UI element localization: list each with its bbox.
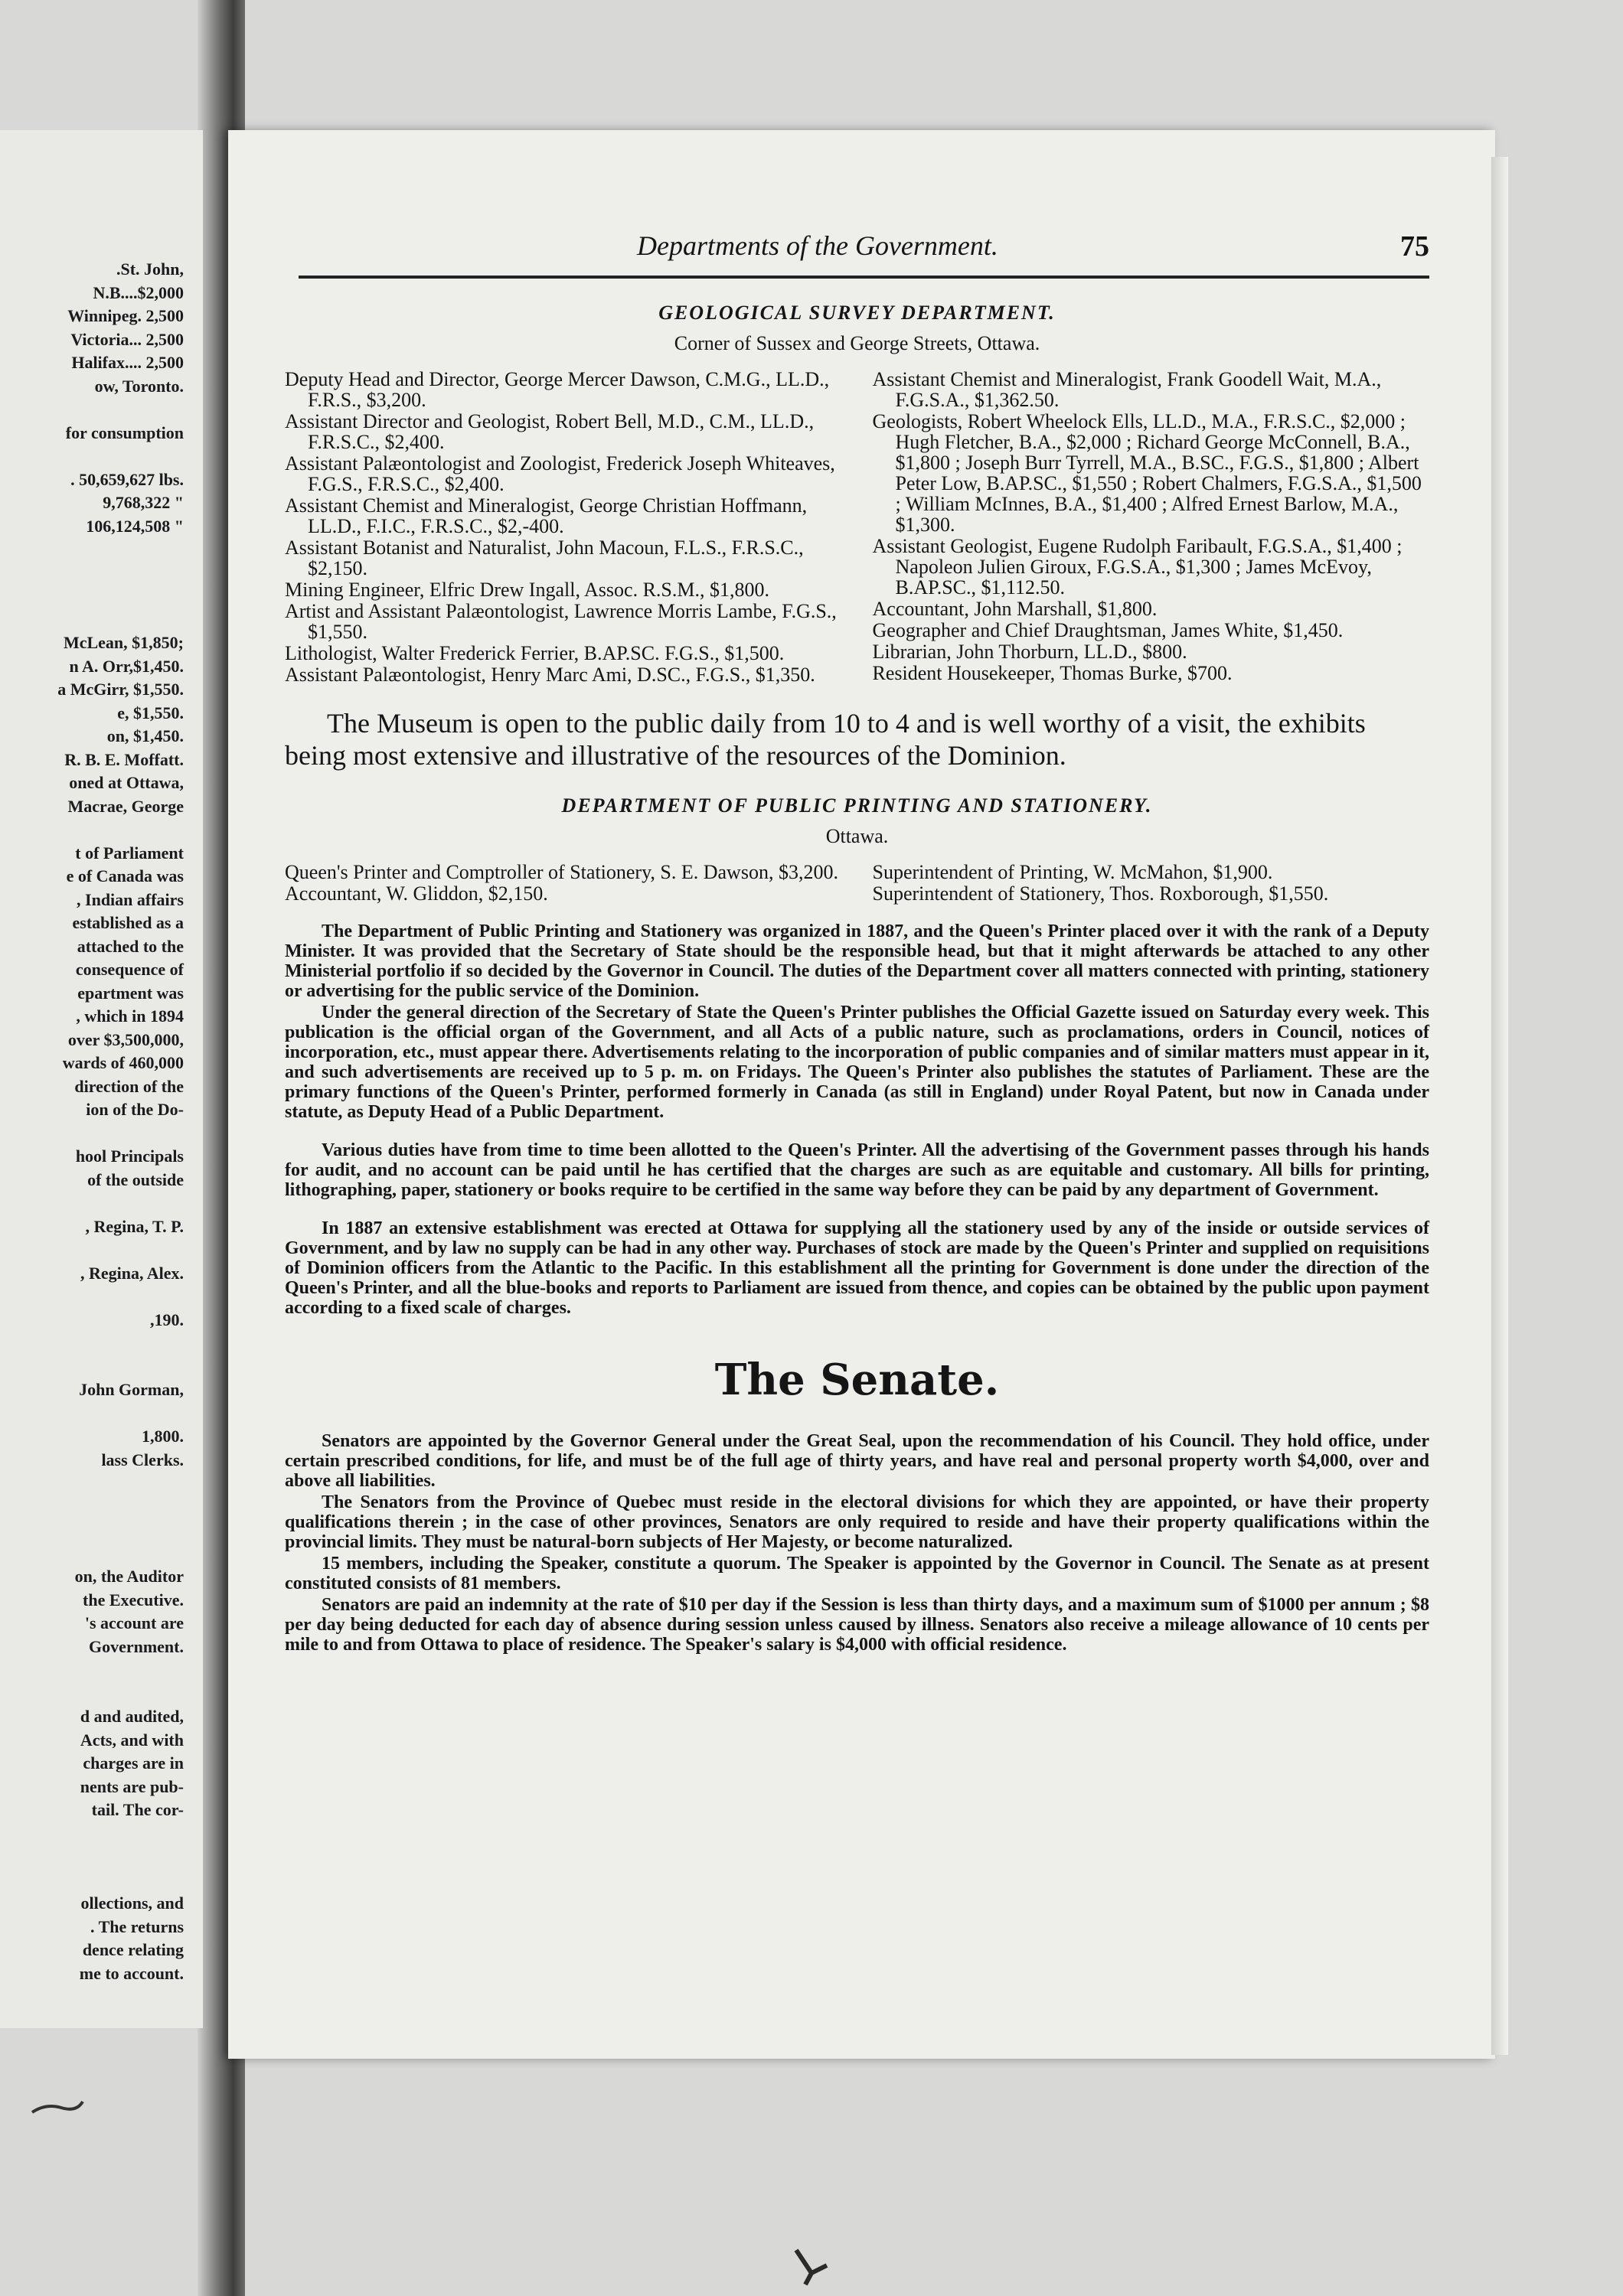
geological-staff-left xyxy=(285,369,842,686)
staff-entry: Superintendent of Printing, W. McMahon, $1,900. xyxy=(872,861,1273,883)
staff-entry: Superintendent of Stationery, Thos. Roxborough, $1,550. xyxy=(872,882,1329,905)
left-page-line: e of Canada was xyxy=(66,866,184,885)
printing-paragraph: The Department of Public Printing and Stationery was organized in 1887, and the Queen's Printer placed over it with the rank of a Deputy Minister. It was provided that the Secretary of State should be the responsible head, but that it might afterwards be attached to any other Ministerial portfolio if so decided by the Governor in Council. The duties of the Department cover all matters connected with printing, stationery or advertising for the public service of the Dominion. xyxy=(285,921,1429,1001)
printing-paragraph: Various duties have from time to time been allotted to the Queen's Printer. All the advertising of the Government passes through his hands for audit, and no account can be paid until he has certified that the charges are such as are equitable and customary. All bills for printing, lithographing, paper, stationery or books require to be certified in the same way before they can be paid by any department of Government. xyxy=(285,1140,1429,1200)
staff-entry: Resident Housekeeper, Thomas Burke, $700. xyxy=(872,662,1233,684)
left-page-line: , Indian affairs xyxy=(77,889,184,909)
senate-paragraph: The Senators from the Province of Quebec must reside in the electoral divisions for which they are appointed, or have their property qualifications therein ; in the case of other provinces, Senators are only required to reside and have their property qualifications within the provincial limits. They must be natural-born subjects of Her Majesty, or become naturalized. xyxy=(285,1492,1429,1552)
left-page-line: lass Clerks. xyxy=(101,1450,184,1469)
senate-paragraph: Senators are paid an indemnity at the rate of $10 per day if the Session is less than thirty days, and a maximum sum of $1000 per annum ; $8 per day being deducted for each day of absence during session unless caused by illness. Senators also receive a mileage allowance of 10 cents per mile to and from Ottawa to place of residence. The Speaker's salary is $4,000 with official residence. xyxy=(285,1595,1429,1655)
printing-title: DEPARTMENT OF PUBLIC PRINTING AND STATIONERY. xyxy=(561,794,1153,817)
printing-paragraph: In 1887 an extensive establishment was erected at Ottawa for supplying all the stationery used by any of the inside or outside services of Government, and by law no supply can be had in any other way. Purchases of stock are made by the Queen's Printer and supplied on requisitions of Dominion officers from the Atlantic to the Pacific. In this establishment all the printing for Government is done under the direction of the Queen's Printer, and all the blue-books and reports to Parliament are issued from thence, and copies can be obtained by the public upon payment according to a fixed scale of charges. xyxy=(285,1218,1429,1318)
staff-entry: Geographer and Chief Draughtsman, James White, $1,450. xyxy=(872,619,1344,641)
left-page-line: hool Principals xyxy=(75,1146,184,1166)
left-page-line: the Executive. xyxy=(83,1590,184,1609)
staff-entry: Librarian, John Thorburn, LL.D., $800. xyxy=(872,641,1187,663)
left-page-line: R. B. E. Moffatt. xyxy=(64,749,184,769)
printing-staff-right xyxy=(873,862,1430,905)
left-page-line: ollections, and xyxy=(80,1893,184,1913)
left-page-line: Macrae, George xyxy=(67,796,184,816)
left-page-line: Winnipeg. 2,500 xyxy=(67,306,184,325)
left-page-line: over $3,500,000, xyxy=(67,1029,184,1049)
staff-entry: Assistant Palæontologist, Henry Marc Ami, D.SC., F.G.S., $1,350. xyxy=(285,664,815,686)
geological-title: GEOLOGICAL SURVEY DEPARTMENT. xyxy=(658,302,1056,324)
staff-entry: Geologists, Robert Wheelock Ells, LL.D., M.A., F.R.S.C., $2,000 ; Hugh Fletcher, B.A., $2,000 ; Richard George McConnell, B.A., $1,800 ; Joseph Burr Tyrrell, M.A., B.SC., F.G.S., $1,800 ; Albert Peter Low, B.AP.SC., $1,550 ; Robert Chalmers, F.G.S.A., $1,500 ; William McInnes, B.A., $1,400 ; Alfred Ernest Barlow, M.A., $1,300. xyxy=(872,410,1422,536)
spacer xyxy=(285,905,1429,920)
left-page-line: n A. Orr,$1,450. xyxy=(69,656,184,676)
staff-entry: Deputy Head and Director, George Mercer Dawson, C.M.G., LL.D., F.R.S., $3,200. xyxy=(285,368,830,411)
staff-entry: Accountant, W. Gliddon, $2,150. xyxy=(285,882,548,905)
left-page-line: 1,800. xyxy=(142,1427,184,1446)
staff-entry: Artist and Assistant Palæontologist, Lawrence Morris Lambe, F.G.S., $1,550. xyxy=(285,600,837,643)
left-page-line: on, the Auditor xyxy=(74,1567,184,1586)
left-page-line: consequence of xyxy=(75,960,184,979)
printing-paragraph: Under the general direction of the Secretary of State the Queen's Printer publishes the Official Gazette issued on Saturday every week. This publication is the official organ of the Government, and all Acts of a public nature, such as proclamations, orders in Council, notices of incorporation, etc., must appear there. Advertisements relating to the incorporation of public companies and of similar matters must appear in it, and such advertisements are received up to 5 p. m. on Fridays. The Queen's Printer also publishes the statutes of Parliament. These are the primary functions of the Queen's Printer, performed formerly in Canada (as still in England) under Royal Patent, but now in Canada under statute, as Deputy Head of a Public Department. xyxy=(285,1003,1429,1122)
left-page-line: 106,124,508 " xyxy=(86,516,184,536)
header-rule xyxy=(299,276,1429,279)
senate-paragraph: 15 members, including the Speaker, constitute a quorum. The Speaker is appointed by the Governor in Council. The Senate as at present constituted consists of 81 members. xyxy=(285,1554,1429,1593)
geological-staff xyxy=(285,369,1429,686)
left-page-line: ow, Toronto. xyxy=(94,376,184,396)
left-page-line: direction of the xyxy=(74,1076,184,1096)
left-page-line: John Gorman, xyxy=(79,1380,184,1399)
left-page-line: oned at Ottawa, xyxy=(69,773,184,792)
left-page-line: nents are pub- xyxy=(80,1776,184,1796)
spacer xyxy=(285,1124,1429,1139)
staff-entry: Assistant Chemist and Mineralogist, Frank Goodell Wait, M.A., F.G.S.A., $1,362.50. xyxy=(872,368,1382,411)
left-page-line: t of Parliament xyxy=(75,843,184,863)
left-page-line: , Regina, T. P. xyxy=(85,1216,184,1236)
left-page-line: Government. xyxy=(88,1636,184,1656)
staff-entry: Queen's Printer and Comptroller of Stationery, S. E. Dawson, $3,200. xyxy=(285,861,838,883)
senate-paragraph: Senators are appointed by the Governor General under the Great Seal, upon the recommendation of his Council. They hold office, under certain prescribed conditions, for life, and must be of the full age of thirty years, and have real and personal property worth $4,000, over and above all liabilities. xyxy=(285,1431,1429,1491)
left-page-line: .St. John, xyxy=(116,259,184,279)
left-page-fragment xyxy=(0,130,203,2028)
geological-address: Corner of Sussex and George Streets, Ottawa. xyxy=(674,332,1040,354)
staff-entry: Assistant Director and Geologist, Robert Bell, M.D., C.M., LL.D., F.R.S.C., $2,400. xyxy=(285,410,815,453)
left-page-line: , which in 1894 xyxy=(76,1006,184,1026)
left-page-line: of the outside xyxy=(87,1169,184,1189)
scan-mark xyxy=(789,2242,834,2288)
senate-title: The Senate. xyxy=(714,1355,1000,1405)
staff-entry: Lithologist, Walter Frederick Ferrier, B.AP.SC. F.G.S., $1,500. xyxy=(285,642,785,664)
left-page-line: established as a xyxy=(72,913,184,932)
left-page-line: for consumption xyxy=(65,422,184,442)
staff-entry: Assistant Palæontologist and Zoologist, Frederick Joseph Whiteaves, F.G.S., F.R.S.C., $2,400. xyxy=(285,452,835,495)
left-page-line: Acts, and with xyxy=(80,1730,184,1750)
left-page-line: N.B....$2,000 xyxy=(93,282,184,302)
staff-entry: Assistant Chemist and Mineralogist, George Christian Hoffmann, LL.D., F.I.C., F.R.S.C., $2,-400. xyxy=(285,494,808,537)
museum-notice: The Museum is open to the public daily from 10 to 4 and is well worthy of a visit, the exhibits being most extensive and illustrative of the resources of the Dominion. xyxy=(285,708,1366,771)
left-page-line: tail. The cor- xyxy=(91,1800,184,1819)
left-page-line: dence relating xyxy=(82,1940,184,1959)
left-page-line: , Regina, Alex. xyxy=(80,1263,184,1283)
staff-entry: Assistant Geologist, Eugene Rudolph Faribault, F.G.S.A., $1,400 ; Napoleon Julien Giroux, F.G.S.A., $1,300 ; James McEvoy, B.AP.SC., $1,112.50. xyxy=(872,535,1403,598)
staff-entry: Mining Engineer, Elfric Drew Ingall, Assoc. R.S.M., $1,800. xyxy=(285,579,769,601)
page-edge xyxy=(1491,157,1508,2055)
scan-mark xyxy=(31,2097,84,2120)
left-page-line: 9,768,322 " xyxy=(103,493,184,512)
left-page-line: wards of 460,000 xyxy=(62,1053,184,1072)
left-page-line: charges are in xyxy=(83,1753,184,1773)
staff-entry: Accountant, John Marshall, $1,800. xyxy=(872,598,1158,620)
left-page-line: ion of the Do- xyxy=(86,1100,184,1119)
left-page-line: . The returns xyxy=(90,1916,184,1936)
left-page-line: epartment was xyxy=(77,983,184,1003)
printing-staff-left xyxy=(285,862,842,905)
left-page-line: 's account are xyxy=(84,1613,184,1632)
left-page-line: a McGirr, $1,550. xyxy=(57,680,184,699)
spacer xyxy=(285,1202,1429,1217)
left-page-line: McLean, $1,850; xyxy=(63,633,184,652)
left-page-line: Victoria... 2,500 xyxy=(70,329,184,349)
left-page-line: Halifax.... 2,500 xyxy=(71,353,184,372)
left-page-line: attached to the xyxy=(77,936,184,956)
page-number: 75 xyxy=(1400,230,1429,263)
left-page-line: on, $1,450. xyxy=(106,726,184,745)
running-title: Departments of the Government. xyxy=(637,230,998,261)
left-page-line: e, $1,550. xyxy=(117,703,184,722)
left-page-line: . 50,659,627 lbs. xyxy=(70,469,184,489)
printing-staff xyxy=(285,862,1429,905)
geological-staff-right xyxy=(873,369,1430,686)
left-page-line: me to account. xyxy=(79,1963,184,1983)
left-page-line: ,190. xyxy=(150,1309,184,1329)
page-content xyxy=(285,230,1429,1656)
staff-entry: Assistant Botanist and Naturalist, John Macoun, F.L.S., F.R.S.C., $2,150. xyxy=(285,536,804,579)
page-header xyxy=(285,230,1429,271)
printing-location: Ottawa. xyxy=(825,825,889,847)
left-page-line: d and audited, xyxy=(80,1707,184,1726)
